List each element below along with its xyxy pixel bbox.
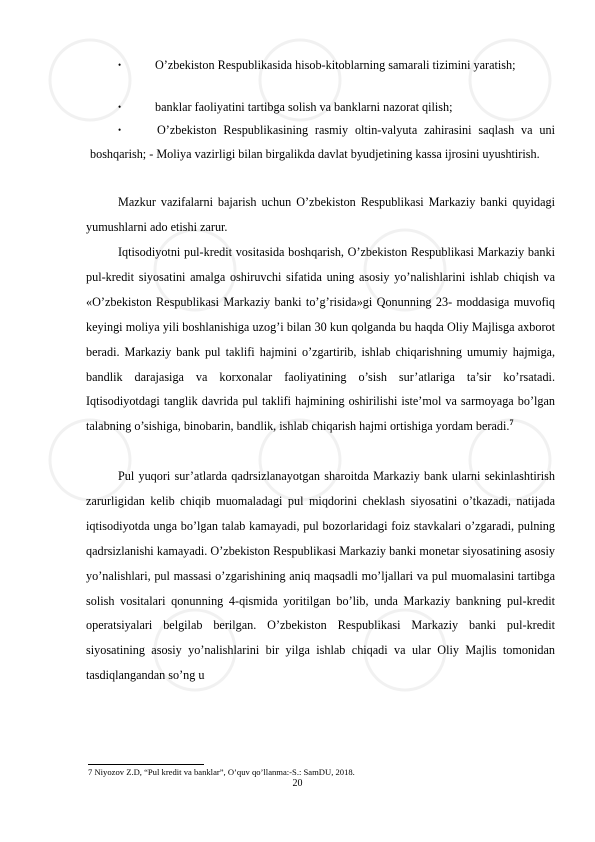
footnote-divider [88,764,204,765]
bullet-dot: • [118,102,122,112]
bullet-text: O’zbekiston Respublikasining rasmiy oltin-valyuta zahirasini saqlash va uni boshqarish; - Moliya vazirligi bilan birgalikda davlat byudjetining kassa ijrosini uyushtirish. [90,123,555,161]
bullet-text: banklar faoliyatini tartibga solish va banklarni nazorat qilish; [155,100,453,114]
bullet-dot: • [118,60,122,70]
bullet-item-3 [88,119,555,166]
paragraph-3: Pul yuqori sur’atlarda qadrsizlanayotgan sharoitda Markaziy bank ularni sekinlashtirish zarurligidan kelib chiqib muomaladagi pul miqdorini cheklash siyosatini o’tkazadi, natijada iqtisodiyotda unga bo’lgan talab kamayadi, pul bozorlaridagi foiz stavkalari o’zgaradi, pulning qadrsizlanishi kamayadi. O’zbekiston Respublikasi Markaziy banki monetar siyosatining asosiy yo’nalishlari, pul massasi o’zgarishining aniq maqsadli mo’ljallari va pul muomalasini tartibga solish vositalari qonunning 4-qismida yoritilgan bo’lib, unda Markaziy bankning pul-kredit operatsiyalari belgilab berilgan. O’zbekiston Respublikasi Markaziy banki pul-kredit siyosatining asosiy yo’nalishlarini bir yilga ishlab chiqadi va ular Oliy Majlis tomonidan tasdiqlangandan so’ng u [86,469,555,683]
bullet-item-2 [88,97,555,118]
bullet-item-1 [88,55,555,76]
bullet-text: O’zbekiston Respublikasida hisob-kitoblarning samarali tizimini yaratish; [155,58,516,72]
paragraph-2 [86,240,555,439]
paragraph-2-text: Iqtisodiyotni pul-kredit vositasida boshqarish, O’zbekiston Respublikasi Markaziy banki pul-kredit siyosatini amalga oshiruvchi sifatida uning asosiy yo’nalishlarini ishlab chiqish va «O’zbekiston Respublikasi Markaziy banki to’g’risida»gi Qonunning 23- moddasiga muvofiq keyingi moliya yili boshlanishiga uzog’i bilan 30 kun qolganda bu haqda Oliy Majlisga axborot beradi. Markaziy bank pul taklifi hajmini o’zgartirib, ishlab chiqarishning umumiy hajmiga, bandlik darajasiga va korxonalar faoliyatining o’sish sur’atlariga ta’sir ko’rsatadi. Iqtisodiyotdagi tanglik davrida pul taklifi hajmining oshirilishi iste’mol va sarmoyaga bo’lgan talabning o’sishiga, binobarin, bandlik, ishlab chiqarish hajmi ortishiga yordam beradi. [86,245,555,434]
page-number: 20 [292,778,303,789]
footnote-text: 7 Niyozov Z.D, “Pul kredit va banklar”, O’quv qo’llanma:-S.: SamDU, 2018. [88,767,355,777]
footnote-reference: 7 [509,418,514,428]
bullet-dot: • [118,125,122,135]
paragraph-1: Mazkur vazifalarni bajarish uchun O’zbekiston Respublikasi Markaziy banki quyidagi yumushlarni ado etishi zarur. [86,195,555,234]
